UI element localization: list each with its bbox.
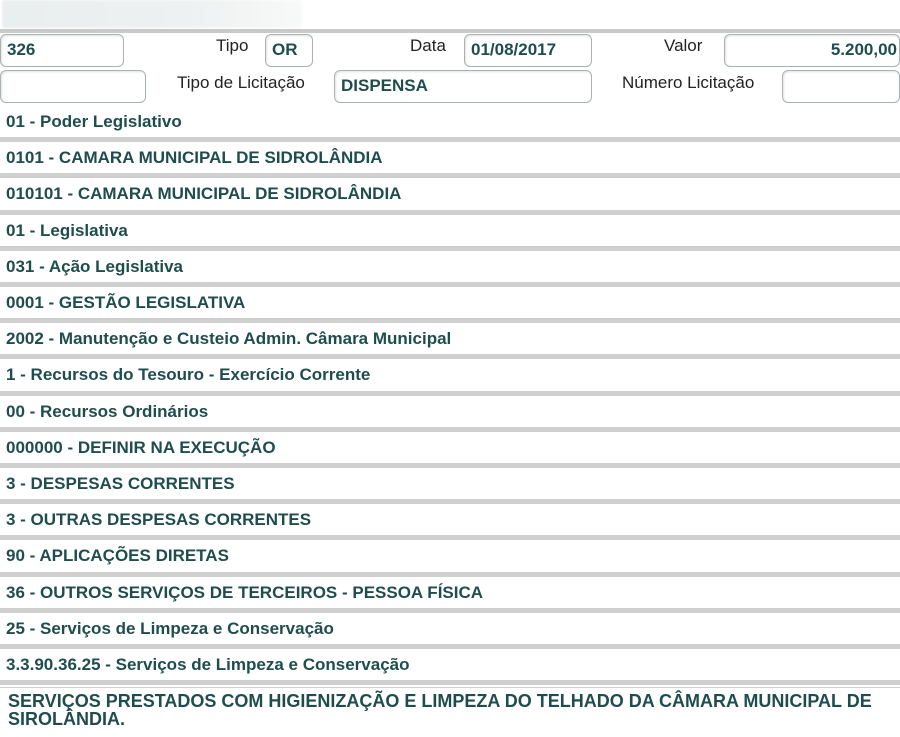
header-divider [0, 29, 900, 33]
secondary-code-field[interactable] [0, 70, 146, 103]
data-label: Data [410, 36, 446, 55]
numero-licitacao-label: Número Licitação [622, 73, 755, 92]
row-funcao: 01 - Legislativa [0, 215, 900, 251]
numero-licitacao-field[interactable] [782, 70, 900, 103]
valor-label: Valor [664, 36, 703, 55]
row-subelemento: 25 - Serviços de Limpeza e Conservação [0, 613, 900, 649]
row-detalhamento: 000000 - DEFINIR NA EXECUÇÃO [0, 432, 900, 468]
row-acao: 2002 - Manutenção e Custeio Admin. Câmara Municipal [0, 323, 900, 359]
tipo-field[interactable]: OR [265, 34, 313, 67]
row-modalidade: 90 - APLICAÇÕES DIRETAS [0, 540, 900, 577]
data-field[interactable]: 01/08/2017 [464, 34, 592, 67]
row-poder: 01 - Poder Legislativo [0, 106, 900, 142]
row-grupo: 3 - OUTRAS DESPESAS CORRENTES [0, 504, 900, 540]
row-recursos: 00 - Recursos Ordinários [0, 396, 900, 432]
row-subfuncao: 031 - Ação Legislativa [0, 251, 900, 287]
numero-empenho-field[interactable]: 326 [0, 34, 124, 67]
row-unidade: 010101 - CAMARA MUNICIPAL DE SIDROLÂNDIA [0, 178, 900, 215]
tipo-licitacao-label: Tipo de Licitação [177, 73, 305, 92]
historico-description: SERVIÇOS PRESTADOS COM HIGIENIZAÇÃO E LIMPEZA DO TELHADO DA CÂMARA MUNICIPAL DE SIROLÂNDIA. [0, 687, 900, 737]
blurred-header-title [2, 0, 302, 28]
tipo-label: Tipo [216, 36, 249, 55]
row-programa: 0001 - GESTÃO LEGISLATIVA [0, 287, 900, 323]
valor-field[interactable]: 5.200,00 [724, 34, 900, 67]
row-categoria: 3 - DESPESAS CORRENTES [0, 468, 900, 504]
row-fonte: 1 - Recursos do Tesouro - Exercício Corrente [0, 359, 900, 396]
row-orgao: 0101 - CAMARA MUNICIPAL DE SIDROLÂNDIA [0, 142, 900, 178]
tipo-licitacao-field[interactable]: DISPENSA [334, 70, 592, 103]
row-elemento: 36 - OUTROS SERVIÇOS DE TERCEIROS - PESSOA FÍSICA [0, 577, 900, 613]
row-conta: 3.3.90.36.25 - Serviços de Limpeza e Conservação [0, 649, 900, 685]
